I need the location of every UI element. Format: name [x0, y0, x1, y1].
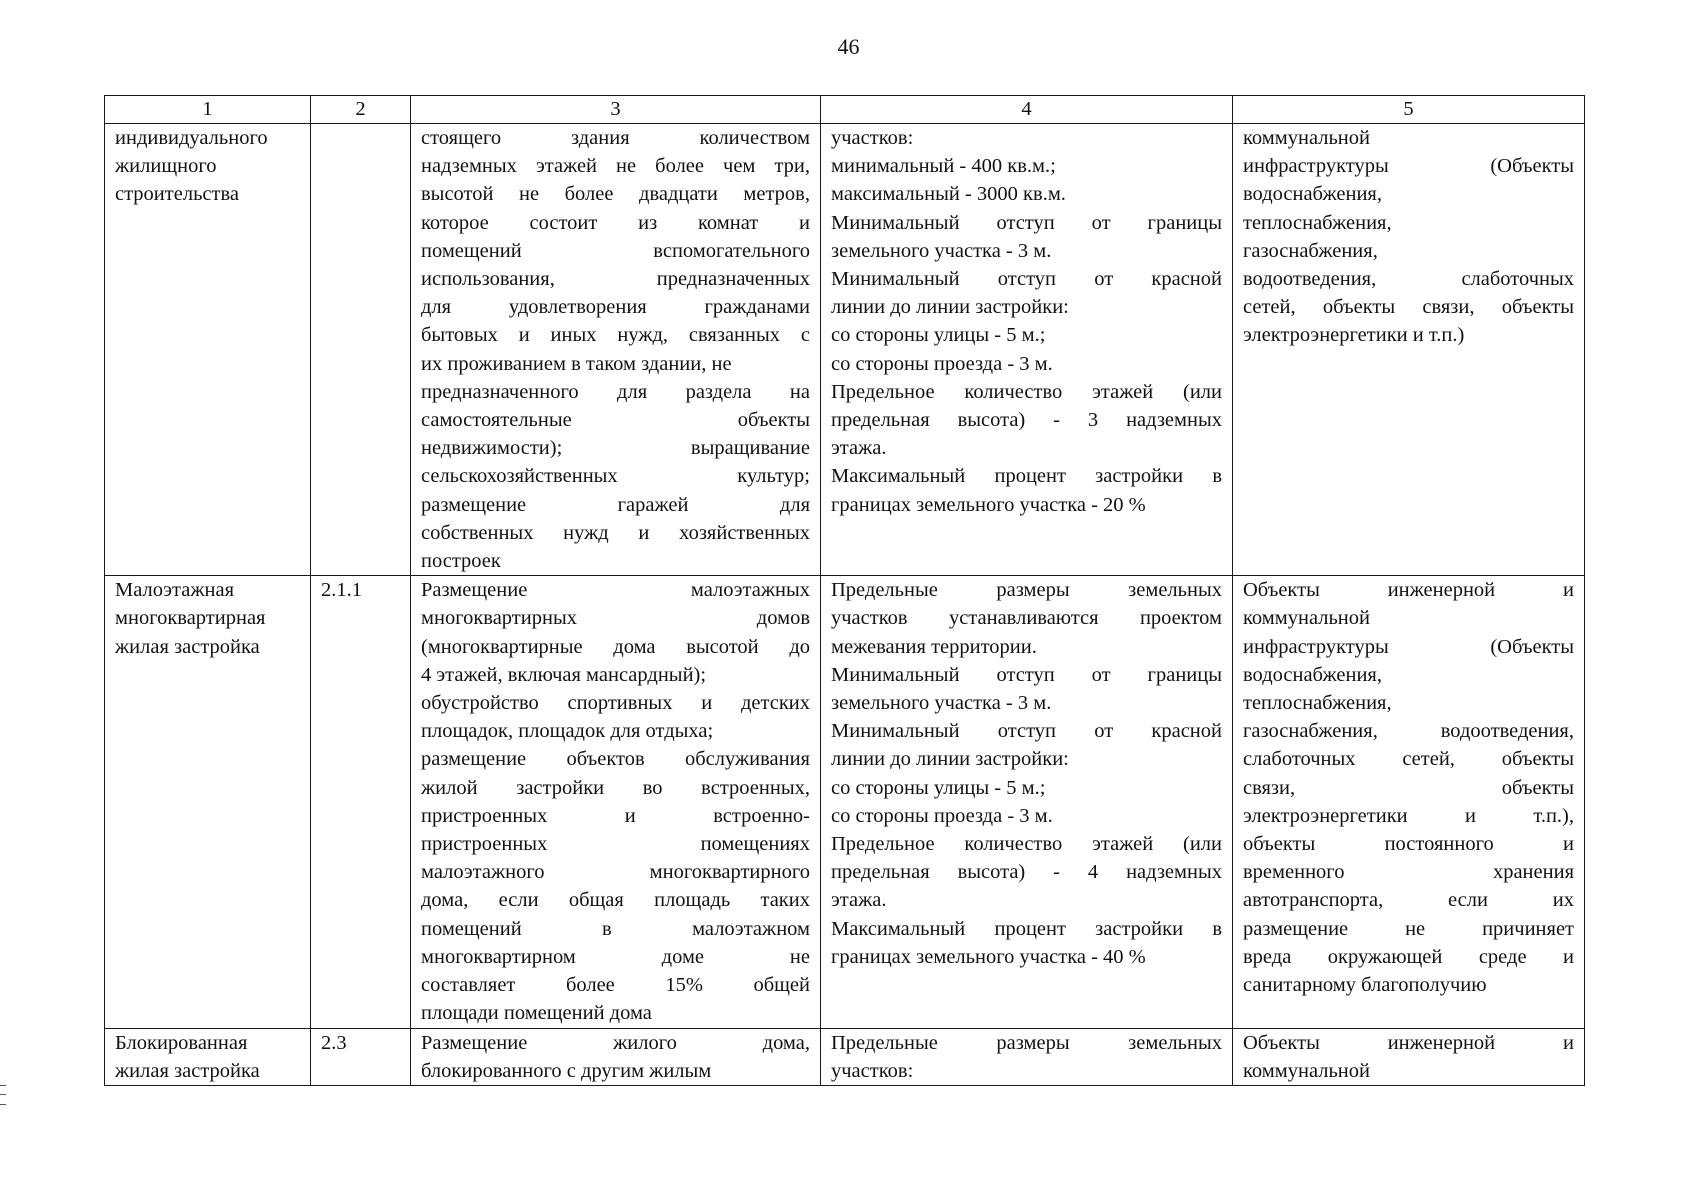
text-line: Предельные размеры земельных — [831, 1031, 1222, 1054]
text-line: высотой не более двадцати метров, — [421, 183, 810, 206]
land-use-table — [104, 95, 1585, 1086]
text-line: недвижимости); выращивание — [421, 437, 810, 460]
text-line: Предельное количество этажей (или — [831, 380, 1222, 403]
text-line: предельная высота) - 4 надземных — [831, 861, 1222, 884]
header-col-3: 3 — [411, 96, 821, 124]
text-line: газоснабжения, — [1243, 239, 1378, 262]
text-line: земельного участка - 3 м. — [831, 692, 1052, 715]
text-line: Объекты инженерной и — [1243, 1031, 1574, 1054]
text-line: которое состоит из комнат и — [421, 211, 810, 234]
text-line: пристроенных и встроенно- — [421, 804, 810, 827]
text-line: Объекты инженерной и — [1243, 579, 1574, 602]
text-line: предельная высота) - 3 надземных — [831, 409, 1222, 432]
use-code-cell — [311, 576, 411, 1028]
text-line: многоквартирная — [115, 607, 266, 630]
table-row — [105, 1028, 1585, 1085]
text-line: электроэнергетики и т.п.), — [1243, 804, 1574, 827]
text-line: самостоятельные объекты — [421, 409, 810, 432]
text-line: линии до линии застройки: — [831, 296, 1069, 319]
text-line: со стороны улицы - 5 м.; — [831, 324, 1046, 347]
use-parameters-cell — [821, 124, 1233, 576]
text-line: помещений вспомогательного — [421, 239, 810, 262]
text-line: связи, объекты — [1243, 776, 1574, 799]
text-line: границах земельного участка - 20 % — [831, 493, 1146, 516]
use-description-cell — [411, 1028, 821, 1085]
use-auxiliary-cell — [1233, 1028, 1585, 1085]
text-line: сетей, объекты связи, объекты — [1243, 296, 1574, 319]
text-line: площадок, площадок для отдыха; — [421, 720, 714, 743]
text-line: площади помещений дома — [421, 1002, 652, 1025]
use-auxiliary-cell — [1233, 576, 1585, 1028]
text-line: минимальный - 400 кв.м.; — [831, 155, 1056, 178]
text-line: жилая застройка — [115, 1059, 260, 1082]
text-line: линии до линии застройки: — [831, 748, 1069, 771]
text-line: электроэнергетики и т.п.) — [1243, 324, 1465, 347]
text-line: блокированного с другим жилым — [421, 1059, 712, 1082]
text-line: размещение гаражей для — [421, 493, 810, 516]
text-line: сельскохозяйственных культур; — [421, 465, 810, 488]
text-line: автотранспорта, если их — [1243, 889, 1574, 912]
text-line: жилой застройки во встроенных, — [421, 776, 810, 799]
text-line: индивидуального — [115, 127, 268, 149]
text-line: водоснабжения, — [1243, 663, 1382, 686]
text-line: теплоснабжения, — [1243, 211, 1392, 234]
text-line: Предельное количество этажей (или — [831, 833, 1222, 856]
page-number: 46 — [837, 34, 860, 59]
text-line: собственных нужд и хозяйственных — [421, 521, 810, 544]
header-col-4: 4 — [821, 96, 1233, 124]
use-name-cell — [105, 124, 311, 576]
table-row — [105, 124, 1585, 576]
text-line: жилая застройка — [115, 635, 260, 658]
use-description-cell — [411, 576, 821, 1028]
text-line: коммунальной — [1243, 1059, 1370, 1082]
text-line: 2.3 — [321, 1031, 347, 1054]
text-line: Размещение малоэтажных — [421, 579, 810, 602]
text-line: этажа. — [831, 889, 887, 912]
text-line: санитарному благополучию — [1243, 974, 1487, 997]
text-line: Максимальный процент застройки в — [831, 465, 1222, 488]
text-line: инфраструктуры (Объекты — [1243, 635, 1574, 658]
text-line: границах земельного участка - 40 % — [831, 945, 1146, 968]
text-line: надземных этажей не более чем три, — [421, 155, 810, 178]
text-line: теплоснабжения, — [1243, 692, 1392, 715]
text-line: водоотведения, слаботочных — [1243, 268, 1574, 291]
text-line: размещение объектов обслуживания — [421, 748, 810, 771]
text-line: объекты постоянного и — [1243, 833, 1574, 856]
text-line: этажа. — [831, 437, 887, 460]
text-line: многоквартирном доме не — [421, 945, 810, 968]
use-code-cell — [311, 1028, 411, 1085]
text-line: 4 этажей, включая мансардный); — [421, 663, 707, 686]
text-line: малоэтажного многоквартирного — [421, 861, 810, 884]
text-line: помещений в малоэтажном — [421, 917, 810, 940]
text-line: обустройство спортивных и детских — [421, 692, 810, 715]
text-line: бытовых и иных нужд, связанных с — [421, 324, 810, 347]
text-line: Размещение жилого дома, — [421, 1031, 810, 1054]
text-line: Предельные размеры земельных — [831, 579, 1222, 602]
text-line: земельного участка - 3 м. — [831, 239, 1052, 262]
text-line: составляет более 15% общей — [421, 974, 810, 997]
text-line: временного хранения — [1243, 861, 1574, 884]
text-line: многоквартирных домов — [421, 607, 810, 630]
header-col-1: 1 — [105, 96, 311, 124]
text-line: со стороны улицы - 5 м.; — [831, 776, 1046, 799]
text-line: пристроенных помещениях — [421, 833, 810, 856]
text-line: коммунальной — [1243, 127, 1370, 149]
text-line: Минимальный отступ от красной — [831, 720, 1222, 743]
header-col-5: 5 — [1233, 96, 1585, 124]
use-parameters-cell — [821, 576, 1233, 1028]
text-line: Минимальный отступ от границы — [831, 211, 1222, 234]
text-line: дома, если общая площадь таких — [421, 889, 810, 912]
text-line: слаботочных сетей, объекты — [1243, 748, 1574, 771]
text-line: их проживанием в таком здании, не — [421, 352, 732, 375]
table-row — [105, 576, 1585, 1028]
text-line: использования, предназначенных — [421, 268, 810, 291]
text-line: Максимальный процент застройки в — [831, 917, 1222, 940]
use-code-cell — [311, 124, 411, 576]
text-line: предназначенного для раздела на — [421, 380, 810, 403]
use-name-cell — [105, 576, 311, 1028]
text-line: стоящего здания количеством — [421, 127, 810, 149]
text-line: межевания территории. — [831, 635, 1037, 658]
text-line: водоснабжения, — [1243, 183, 1382, 206]
text-line: инфраструктуры (Объекты — [1243, 155, 1574, 178]
use-parameters-cell — [821, 1028, 1233, 1085]
text-line: газоснабжения, водоотведения, — [1243, 720, 1574, 743]
text-line: максимальный - 3000 кв.м. — [831, 183, 1066, 206]
text-line: Блокированная — [115, 1031, 248, 1054]
text-line: (многоквартирные дома высотой до — [421, 635, 810, 658]
text-line: участков: — [831, 127, 914, 149]
text-line: со стороны проезда - 3 м. — [831, 804, 1053, 827]
use-description-cell — [411, 124, 821, 576]
text-line: Минимальный отступ от красной — [831, 268, 1222, 291]
margin-mark — [0, 1085, 6, 1105]
header-col-2: 2 — [311, 96, 411, 124]
text-line: строительства — [115, 183, 239, 206]
text-line: построек — [421, 550, 501, 573]
text-line: коммунальной — [1243, 607, 1370, 630]
text-line: размещение не причиняет — [1243, 917, 1574, 940]
text-line: участков: — [831, 1059, 914, 1082]
text-line: вреда окружающей среде и — [1243, 945, 1574, 968]
text-line: жилищного — [115, 155, 217, 178]
text-line: для удовлетворения гражданами — [421, 296, 810, 319]
text-line: со стороны проезда - 3 м. — [831, 352, 1053, 375]
text-line: Минимальный отступ от границы — [831, 663, 1222, 686]
text-line: 2.1.1 — [321, 579, 362, 602]
text-line: Малоэтажная — [115, 579, 235, 602]
header-row — [105, 96, 1585, 124]
use-auxiliary-cell — [1233, 124, 1585, 576]
text-line: участков устанавливаются проектом — [831, 607, 1222, 630]
use-name-cell — [105, 1028, 311, 1085]
